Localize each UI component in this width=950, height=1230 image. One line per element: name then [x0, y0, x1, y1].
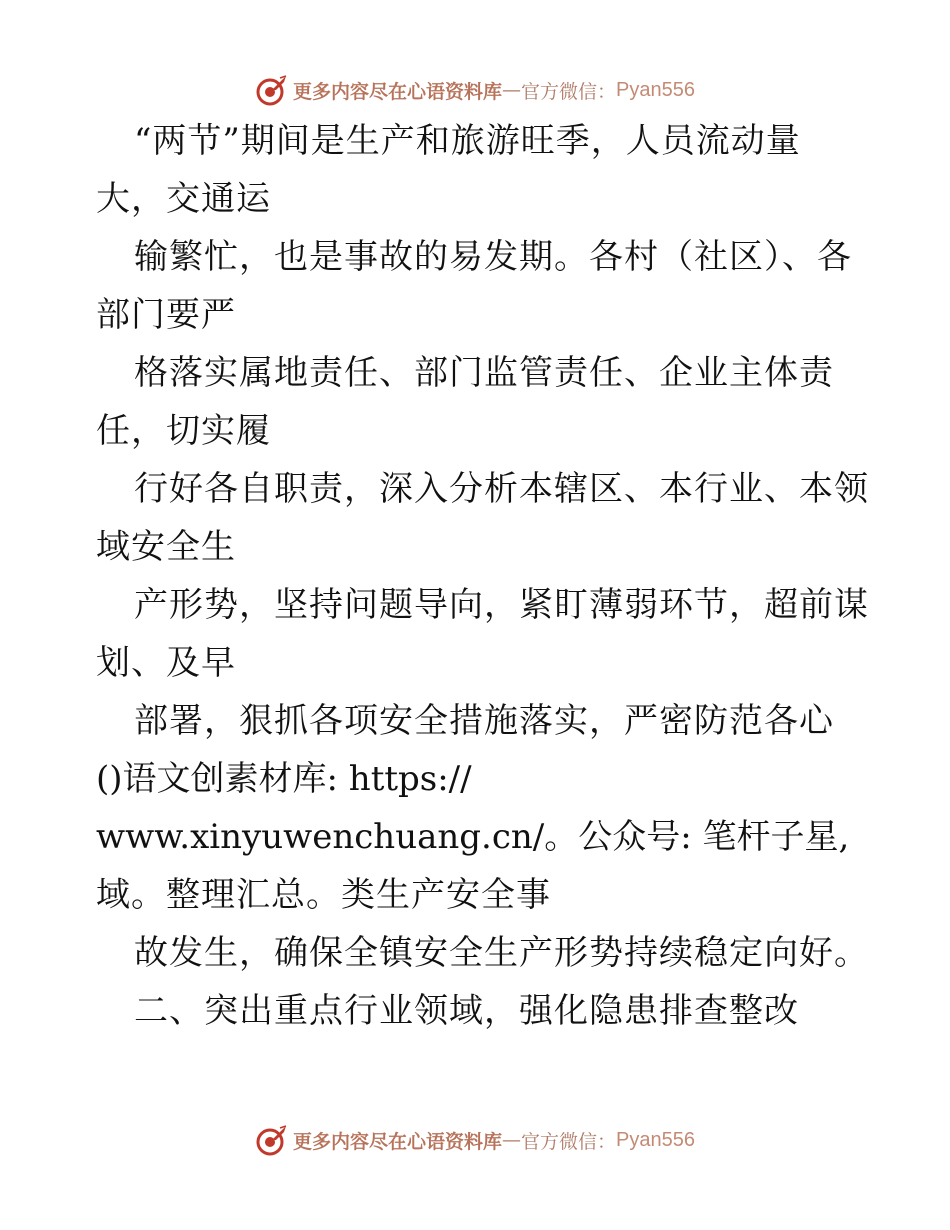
text-line: 格落实属地责任、部门监管责任、企业主体责 [134, 353, 834, 393]
text-line: 划、及早 [96, 643, 236, 683]
footer-wechat-id: Pyan556 [616, 1128, 695, 1151]
text-line: 任，切实履 [96, 411, 271, 451]
quill-pen-logo-icon [255, 1123, 289, 1157]
document-body [96, 112, 869, 1040]
text-line: 部署，狠抓各项安全措施落实，严密防范各心 [134, 701, 834, 741]
text-line: 输繁忙，也是事故的易发期。各村（社区）、各 [134, 237, 852, 277]
text-line: 部门要严 [96, 295, 236, 335]
text-line: www.xinyuwenchuang.cn/。公众号: 笔杆子星, [96, 817, 850, 857]
quill-pen-logo-icon [255, 73, 289, 107]
text-line: 大，交通运 [96, 179, 271, 219]
section-heading: 二、突出重点行业领域，强化隐患排查整改 [134, 991, 799, 1031]
footer-separator: — [502, 1129, 522, 1151]
text-line: 域。整理汇总。类生产安全事 [96, 875, 551, 915]
text-line: 产形势，坚持问题导向，紧盯薄弱环节，超前谋 [134, 585, 869, 625]
header-wechat-id: Pyan556 [616, 78, 695, 101]
header-banner [0, 70, 950, 110]
header-brand-text: 更多内容尽在心语资料库 [293, 80, 503, 103]
text-line: “两节”期间是生产和旅游旺季，人员流动量 [134, 121, 801, 161]
text-line: 行好各自职责，深入分析本辖区、本行业、本领 [134, 469, 869, 509]
footer-banner [0, 1120, 950, 1160]
text-line: 故发生，确保全镇安全生产形势持续稳定向好。 [134, 933, 869, 973]
text-line: ()语文创素材库: https:// [96, 759, 472, 799]
footer-brand-text: 更多内容尽在心语资料库 [293, 1130, 503, 1153]
text-line: 域安全生 [96, 527, 236, 567]
header-separator: — [502, 79, 522, 101]
header-wechat-label: 官方微信： [521, 80, 617, 103]
footer-wechat-label: 官方微信： [521, 1130, 617, 1153]
